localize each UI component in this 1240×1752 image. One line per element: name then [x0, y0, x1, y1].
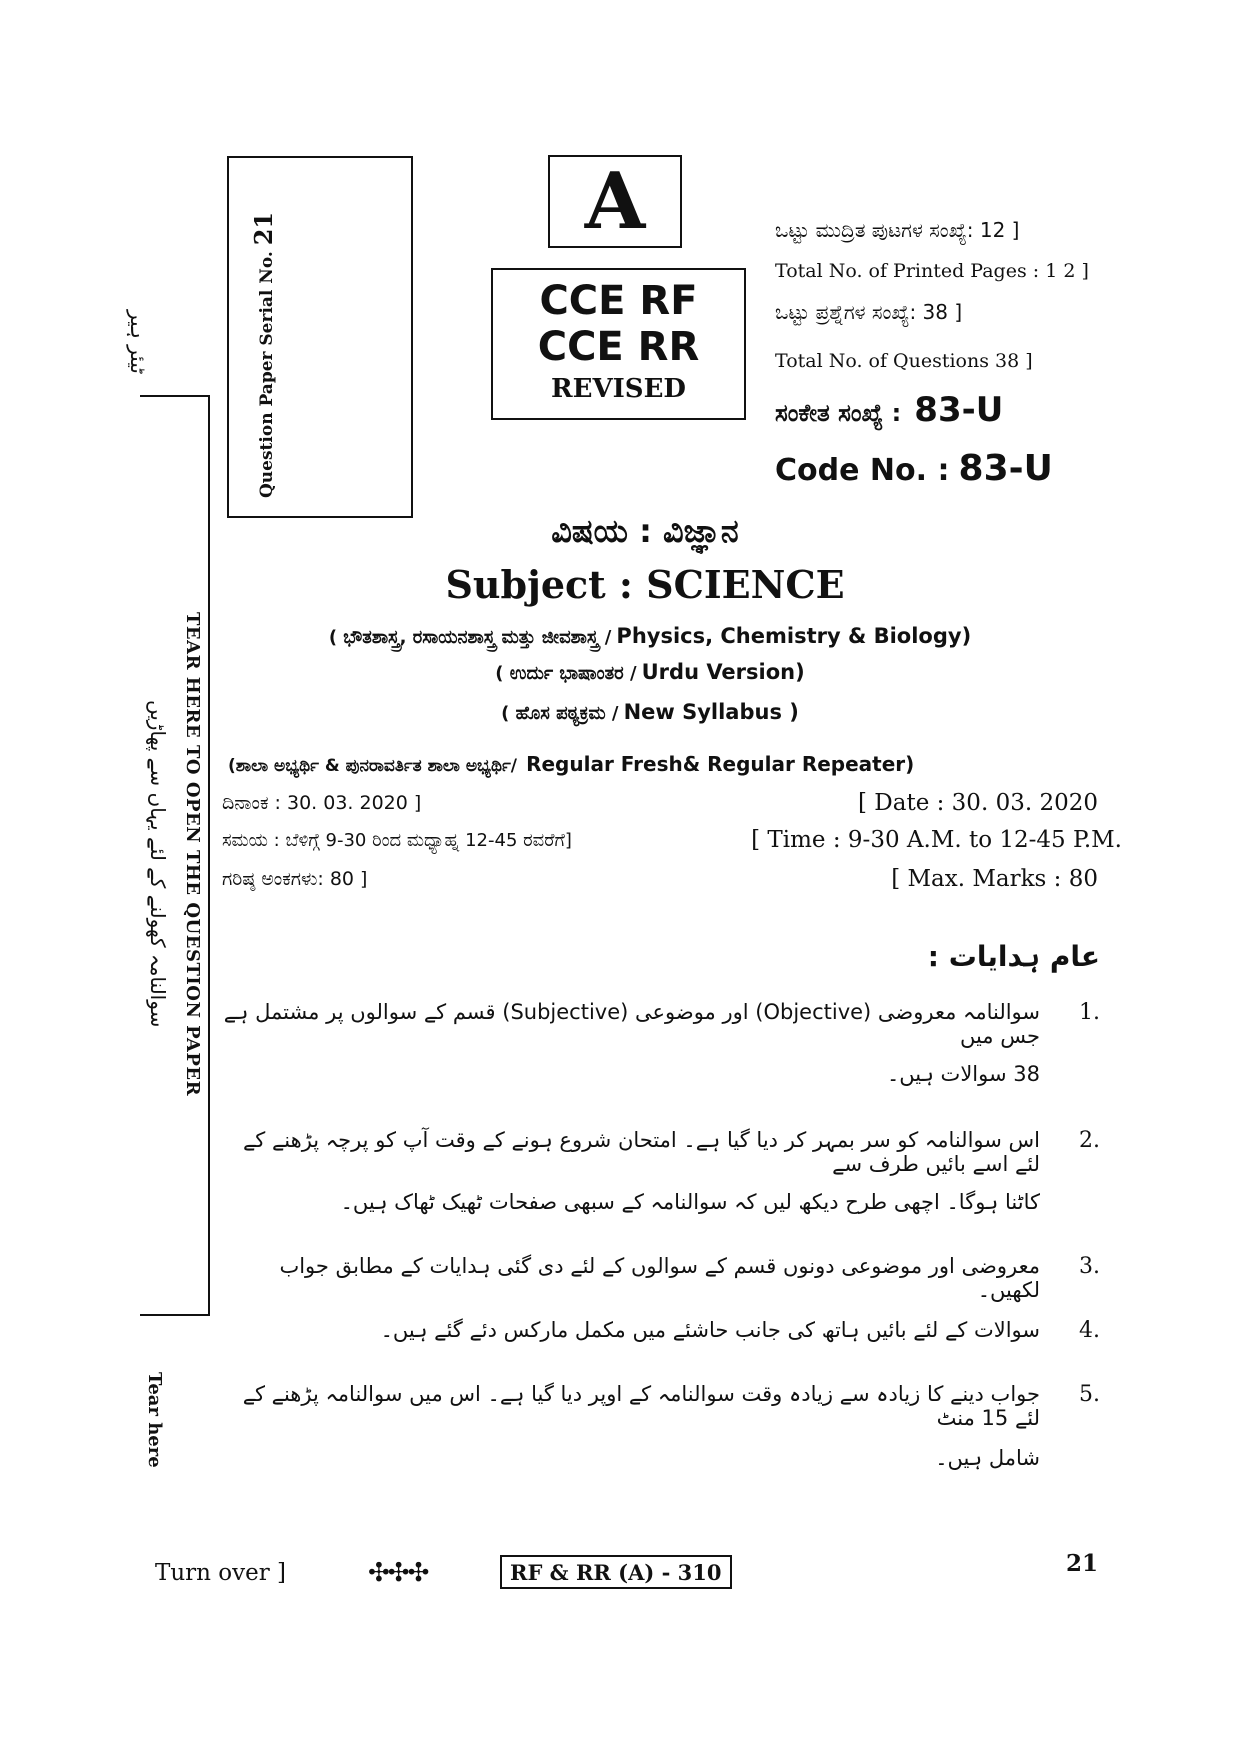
- course-line-3: REVISED: [551, 374, 686, 404]
- turn-over-text: Turn over ]: [155, 1560, 287, 1586]
- questions-english: Total No. of Questions 38 ]: [775, 350, 1033, 372]
- page-number: 21: [1066, 1550, 1099, 1577]
- margin-tear-line-top: [140, 395, 210, 397]
- course-box: [491, 268, 746, 420]
- pages-english: Total No. of Printed Pages : 1 2 ]: [775, 260, 1089, 282]
- subject-branches: ( ಭೌತಶಾಸ್ತ್ರ, ರಸಾಯನಶಾಸ್ತ್ರ ಮತ್ತು ಜೀವಶಾಸ್ತ್ರ / Physics, Chemistry & Biology): [328, 624, 972, 648]
- footer-code-box: RF & RR (A) - 310: [500, 1555, 732, 1589]
- time-english: [ Time : 9-30 A.M. to 12-45 P.M.: [751, 827, 1122, 853]
- serial-label: Question Paper Serial No. 21: [249, 211, 278, 498]
- version-letter-box: A: [548, 155, 682, 248]
- question-paper-serial-box: [227, 156, 413, 518]
- ornament-icon: ✣✣✣: [368, 1558, 428, 1588]
- serial-number: 21: [249, 211, 278, 246]
- marks-kannada: ಗರಿಷ್ಠ ಅಂಕಗಳು: 80 ]: [222, 868, 368, 890]
- margin-tear-line-bottom: [140, 1314, 210, 1316]
- instructions-list: 1. سوالنامہ معروضی (Objective) اور موضوعی (Subjective) قسم کے سوالوں پر مشتمل ہے جس میں 38 سوالات ہیں۔ 2. اس سوالنامہ کو سر بمہر کر دیا گیا ہے۔ امتحان شروع ہونے کے وقت آپ کو پرچہ پڑھنے کے لئے اسے بائیں طرف سے کاٹنا ہوگا۔ اچھی طرح دیکھ لیں کہ سوالنامہ کے سبھی صفحات ٹھیک ٹھاک ہیں۔ 3. معروضی اور موضوعی دونوں قسم کے سوالوں کے لئے دی گئی ہدایات کے مطابق جواب لکھیں۔ 4. سوالات کے لئے بائیں ہاتھ کی جانب حاشئے میں مکمل مارکس دئے گئے ہیں۔ 5. جواب دینے کا زیادہ سے زیادہ وقت سوالنامہ کے اوپر دیا گیا ہے۔ اس میں سوالنامہ پڑھنے کے لئے 15 منٹ شامل ہیں۔: [223, 1000, 1100, 1470]
- code-english: Code No. : 83-U: [775, 448, 1053, 489]
- code-kannada: ಸಂಕೇತ ಸಂಖ್ಯೆ : 83-U: [775, 390, 1004, 430]
- subject-version: ( ಉರ್ದು ಭಾಷಾಂತರ / Urdu Version): [495, 660, 805, 684]
- date-english: [ Date : 30. 03. 2020: [858, 790, 1098, 816]
- questions-kannada: ಒಟ್ಟು ಪ್ರಶ್ನೆಗಳ ಸಂಖ್ಯೆ: 38 ]: [775, 300, 963, 324]
- course-line-2: CCE RR: [537, 324, 700, 370]
- subject-english: Subject : SCIENCE: [445, 562, 845, 607]
- subject-syllabus: ( ಹೊಸ ಪಠ್ಯಕ್ರಮ / New Syllabus ): [501, 700, 799, 724]
- subject-kannada: ವಿಷಯ : ವಿಜ್ಞಾನ: [551, 512, 739, 550]
- course-line-1: CCE RF: [539, 278, 698, 324]
- subject-candidate: (ಶಾಲಾ ಅಭ್ಯರ್ಥಿ & ಪುನರಾವರ್ತಿತ ಶಾಲಾ ಅಭ್ಯರ್ಥಿ/ Regular Fresh& Regular Repeater): [228, 752, 915, 776]
- pages-kannada: ಒಟ್ಟು ಮುದ್ರಿತ ಪುಟಗಳ ಸಂಖ್ಯೆ: 12 ]: [775, 218, 1020, 242]
- instructions-heading: عام ہدایات :: [927, 940, 1100, 973]
- date-kannada: ದಿನಾಂಕ : 30. 03. 2020 ]: [222, 792, 422, 814]
- marks-english: [ Max. Marks : 80: [891, 866, 1098, 892]
- time-kannada: ಸಮಯ : ಬೆಳಿಗ್ಗೆ 9-30 ರಿಂದ ಮಧ್ಯಾಹ್ನ 12-45 ರವರೆಗೆ]: [222, 830, 572, 851]
